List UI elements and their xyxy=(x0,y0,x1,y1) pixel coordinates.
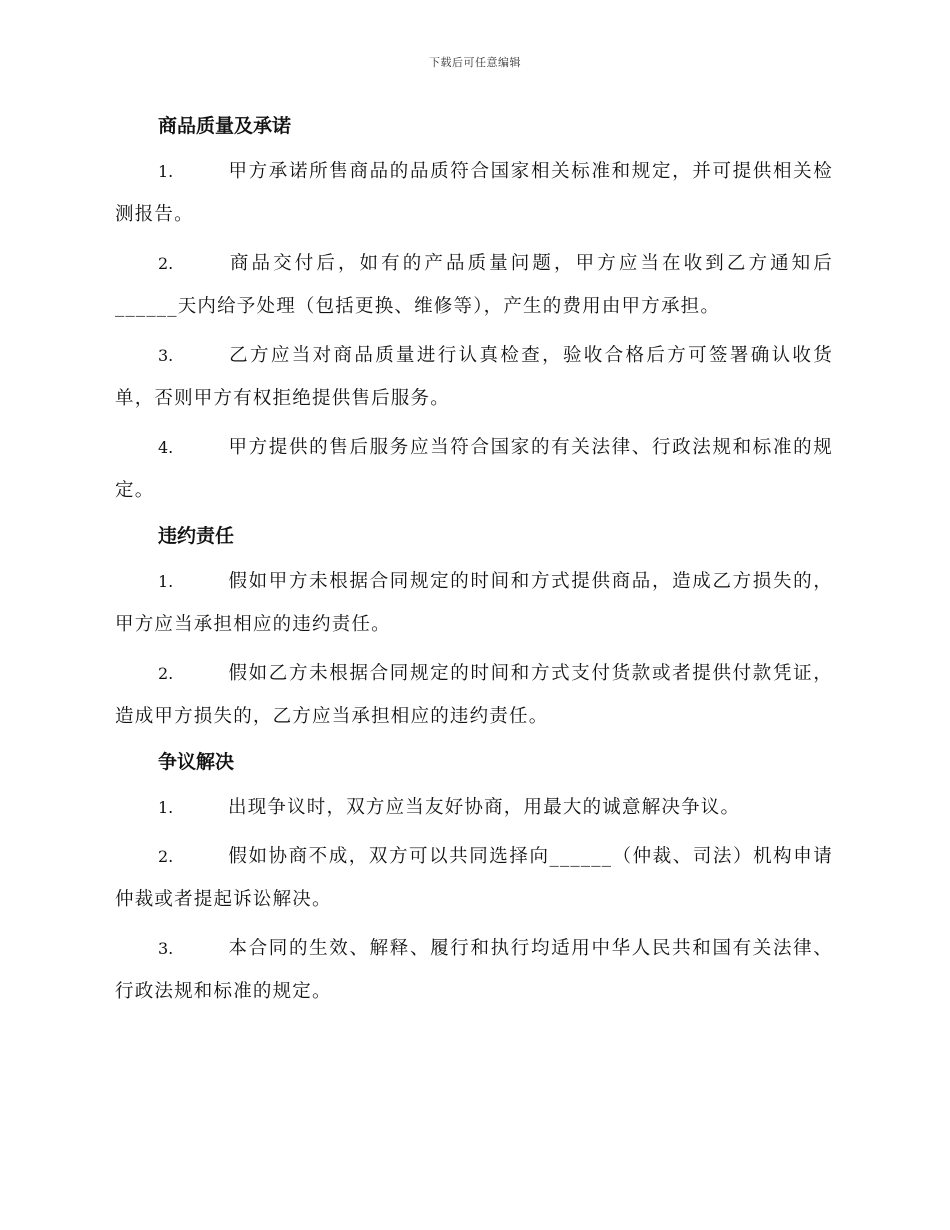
section-title: 违约责任 xyxy=(158,525,235,547)
clause-text: 甲方承诺所售商品的品质符合国家相关标准和规定，并可提供相关检测报告。 xyxy=(115,161,833,225)
clause-number: 1. xyxy=(158,798,174,817)
section-quality xyxy=(115,108,833,512)
clause-number: 1. xyxy=(158,572,174,591)
clause-item xyxy=(115,150,833,236)
clause-number: 3. xyxy=(158,346,174,365)
clause-item xyxy=(115,835,833,921)
clause-item xyxy=(115,426,833,512)
clause-item xyxy=(115,334,833,420)
clause-text: 甲方提供的售后服务应当符合国家的有关法律、行政法规和标准的规定。 xyxy=(115,437,833,501)
clause-item xyxy=(115,242,833,328)
document-body xyxy=(115,108,833,1013)
clause-text: 假如协商不成，双方可以共同选择向______（仲裁、司法）机构申请仲裁或者提起诉讼解决。 xyxy=(115,846,833,910)
clause-number: 1. xyxy=(158,162,174,181)
clause-number: 2. xyxy=(158,254,174,273)
clause-item xyxy=(115,927,833,1013)
header-note: 下载后可任意编辑 xyxy=(429,56,521,69)
section-title: 争议解决 xyxy=(158,751,235,773)
clause-text: 假如甲方未根据合同规定的时间和方式提供商品，造成乙方损失的，甲方应当承担相应的违约责任。 xyxy=(115,571,833,635)
clause-text: 假如乙方未根据合同规定的时间和方式支付货款或者提供付款凭证，造成甲方损失的，乙方应当承担相应的违约责任。 xyxy=(115,663,833,727)
clause-text: 商品交付后，如有的产品质量问题，甲方应当在收到乙方通知后______天内给予处理（包括更换、维修等），产生的费用由甲方承担。 xyxy=(115,253,833,317)
clause-text: 出现争议时，双方应当友好协商，用最大的诚意解决争议。 xyxy=(228,797,741,818)
clause-item xyxy=(115,560,833,646)
section-dispute xyxy=(115,744,833,1013)
clause-text: 本合同的生效、解释、履行和执行均适用中华人民共和国有关法律、行政法规和标准的规定。 xyxy=(115,938,833,1002)
clause-item xyxy=(115,786,833,829)
clause-number: 2. xyxy=(158,847,174,866)
clause-number: 3. xyxy=(158,939,174,958)
clause-number: 2. xyxy=(158,664,174,683)
clause-item xyxy=(115,652,833,738)
clause-text: 乙方应当对商品质量进行认真检查，验收合格后方可签署确认收货单，否则甲方有权拒绝提供售后服务。 xyxy=(115,345,833,409)
section-title: 商品质量及承诺 xyxy=(158,115,292,137)
clause-number: 4. xyxy=(158,438,174,457)
section-liability xyxy=(115,518,833,738)
